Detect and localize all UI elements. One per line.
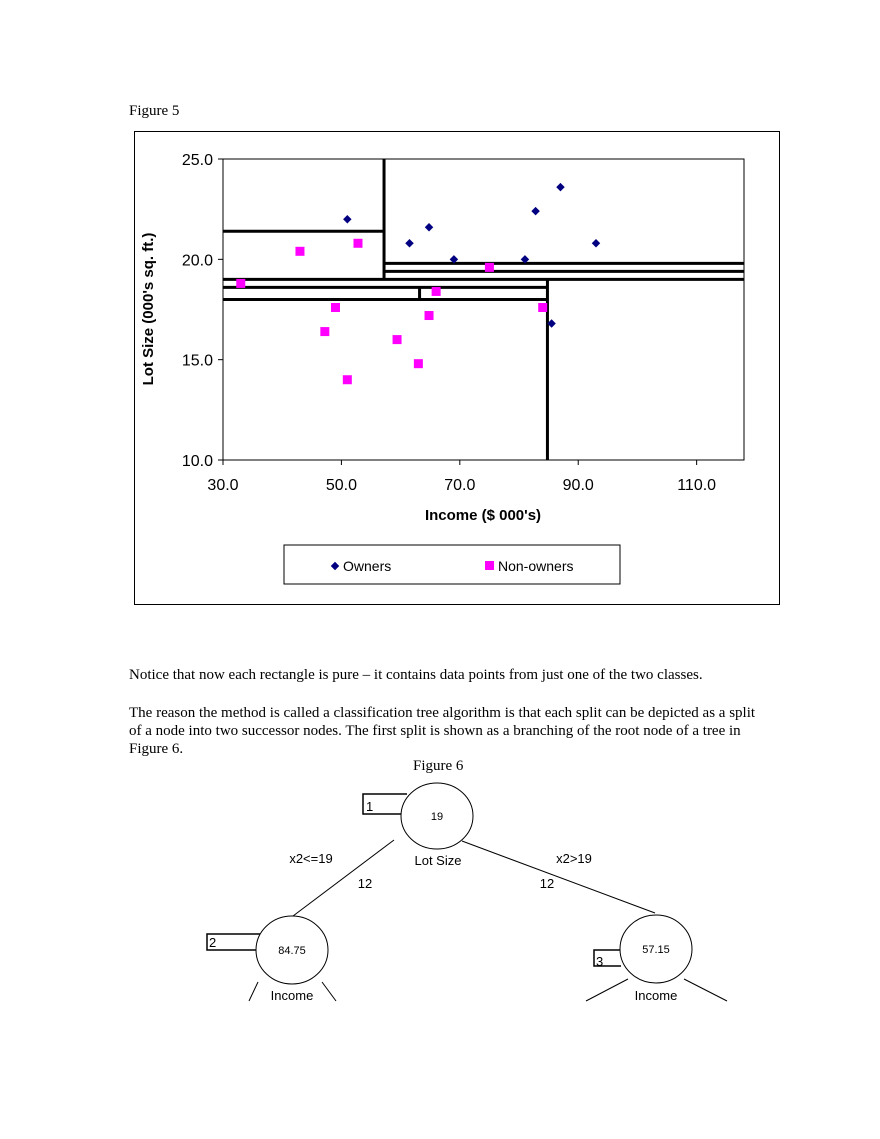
right-node-id: 3 <box>596 954 604 969</box>
x-axis-label: Income ($ 000's) <box>424 507 542 524</box>
root-node-value: 19 <box>430 811 444 823</box>
left-edge-count: 12 <box>357 876 373 891</box>
right-node-label: Income <box>634 988 678 1003</box>
legend-owners-label: Owners <box>343 558 392 574</box>
left-edge-condition: x2<=19 <box>289 851 333 866</box>
y-tick-label: 10.0 <box>181 453 213 470</box>
non-owner-point <box>393 335 402 344</box>
edge-right-child-left <box>586 979 628 1001</box>
paragraph-classification-tree: The reason the method is called a classification tree algorithm is that each split can be depicted as a split of a node into two successor nodes. The first split is shown as a branching of the root node of a tree in Figure 6. <box>129 705 756 757</box>
plot-area <box>223 159 744 460</box>
right-edge-count: 12 <box>539 876 555 891</box>
y-tick-label: 15.0 <box>181 352 213 370</box>
edge-left-child-right <box>322 982 336 1001</box>
non-owner-point <box>343 375 352 384</box>
non-owner-point <box>485 263 494 272</box>
non-owner-point <box>538 303 547 312</box>
non-owner-point <box>425 311 434 320</box>
left-node-label: Income <box>270 988 314 1003</box>
right-edge-condition: x2>19 <box>556 851 592 866</box>
tree-diagram <box>0 770 880 1010</box>
scatter-chart <box>135 132 781 606</box>
figure-5-caption: Figure 5 <box>129 103 180 119</box>
legend-nonowners-marker <box>485 561 494 570</box>
x-tick-label: 90.0 <box>562 477 594 494</box>
non-owner-point <box>295 247 304 256</box>
figure-6-caption: Figure 6 <box>413 758 464 774</box>
non-owner-point <box>353 239 362 248</box>
y-axis-label: Lot Size (000's sq. ft.) <box>140 232 157 386</box>
non-owner-point <box>414 359 423 368</box>
x-tick-label: 70.0 <box>444 477 476 494</box>
y-tick-label: 25.0 <box>181 152 213 169</box>
edge-left-child-left <box>249 982 258 1001</box>
non-owner-point <box>331 303 340 312</box>
x-tick-label: 110.0 <box>677 477 717 494</box>
legend-nonowners-label: Non-owners <box>498 558 574 574</box>
paragraph-pure-rectangles: Notice that now each rectangle is pure – it contains data points from just one of the two classes. <box>129 667 703 683</box>
root-node-label: Lot Size <box>414 853 462 868</box>
x-tick-label: 30.0 <box>207 477 239 494</box>
right-node-value: 57.15 <box>642 944 670 956</box>
non-owner-point <box>432 287 441 296</box>
non-owner-point <box>236 279 245 288</box>
chart-frame <box>134 131 780 605</box>
edge-right-child-right <box>684 979 727 1001</box>
x-tick-label: 50.0 <box>325 477 357 494</box>
left-node-id: 2 <box>209 935 217 950</box>
root-node-id: 1 <box>366 799 374 814</box>
y-tick-label: 20.0 <box>181 252 213 270</box>
non-owner-point <box>320 327 329 336</box>
left-node-value: 84.75 <box>278 945 306 957</box>
